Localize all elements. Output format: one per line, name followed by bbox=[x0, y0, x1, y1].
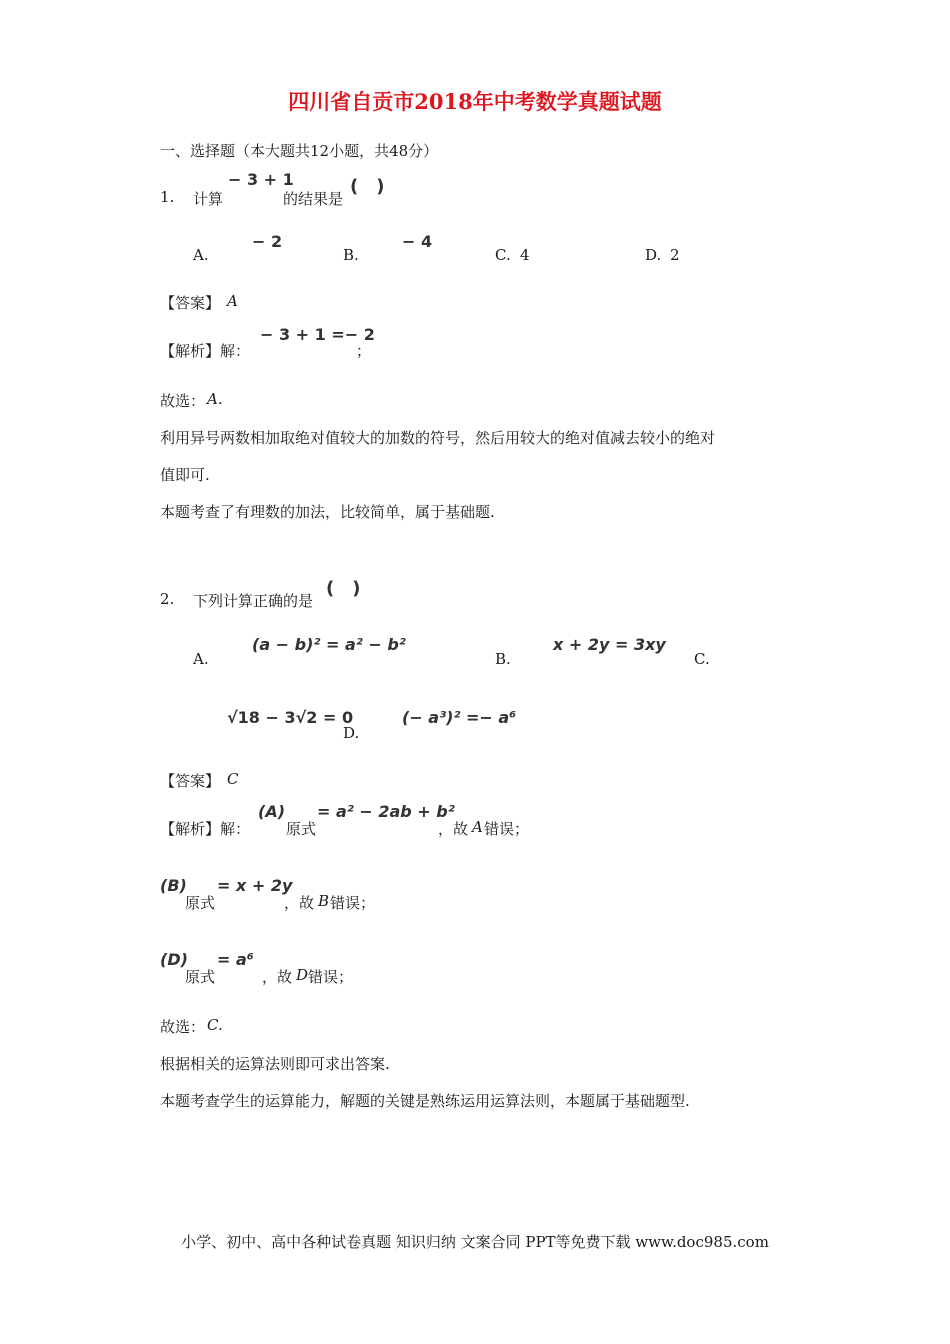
q1-analysis-expr: − 3 + 1 =− 2 bbox=[260, 325, 375, 344]
page-footer: 小学、初中、高中各种试卷真题 知识归纳 文案合同 PPT等免费下载 www.doc985.com bbox=[181, 1233, 769, 1251]
q1-option-a-label: A. bbox=[193, 246, 209, 264]
q1-analysis-label: 【解析】解： bbox=[160, 342, 251, 360]
q2-a-expr: = a² − 2ab + b² bbox=[317, 802, 455, 821]
q1-prefix: 计算 bbox=[193, 190, 224, 208]
q2-b-end-var: B bbox=[318, 892, 330, 910]
q1-analysis-end: ； bbox=[356, 342, 372, 360]
q1-explanation-3: 本题考查了有理数的加法，比较简单，属于基础题. bbox=[160, 503, 495, 521]
q1-explanation-2: 值即可. bbox=[160, 466, 210, 484]
q1-blank: ( ) bbox=[350, 176, 385, 197]
q2-prefix: 下列计算正确的是 bbox=[193, 592, 314, 610]
q2-option-b-expr: x + 2y = 3xy bbox=[553, 635, 666, 654]
q1-answer: A bbox=[227, 292, 238, 310]
q2-b-tag: (B) bbox=[160, 876, 187, 895]
q2-option-a-expr: (a − b)² = a² − b² bbox=[252, 635, 406, 654]
q1-option-b-label: B. bbox=[343, 246, 359, 264]
q1-explanation-1: 利用异号两数相加取绝对值较大的加数的符号，然后用较大的绝对值减去较小的绝对 bbox=[160, 429, 716, 447]
q1-option-c-value: 4 bbox=[520, 246, 530, 264]
q2-b-end-2: 错误； bbox=[330, 894, 376, 912]
q2-analysis-label: 【解析】解： bbox=[160, 820, 251, 838]
q2-option-d-label: D. bbox=[343, 724, 360, 742]
q2-answer-label: 【答案】 bbox=[160, 772, 221, 790]
q1-option-b-value: − 4 bbox=[402, 232, 433, 251]
q2-option-b-label: B. bbox=[495, 650, 511, 668]
q2-choose-label: 故选： bbox=[160, 1018, 206, 1036]
q2-option-c-expr: √18 − 3√2 = 0 bbox=[227, 708, 354, 727]
q1-number: 1. bbox=[160, 188, 175, 206]
q2-d-end-1: ，故 bbox=[262, 968, 293, 986]
q2-choose: C. bbox=[207, 1016, 223, 1034]
q2-a-word: 原式 bbox=[286, 820, 317, 838]
q2-option-c-label: C. bbox=[694, 650, 710, 668]
q2-answer: C bbox=[227, 770, 239, 788]
q2-b-expr: = x + 2y bbox=[217, 876, 293, 895]
q2-explanation-1: 根据相关的运算法则即可求出答案. bbox=[160, 1055, 390, 1073]
page-title: 四川省自贡市2018年中考数学真题试题 bbox=[288, 89, 662, 114]
q1-choose-label: 故选： bbox=[160, 392, 206, 410]
q2-a-end-1: ，故 bbox=[438, 820, 469, 838]
q1-option-a-value: − 2 bbox=[252, 232, 283, 251]
q1-option-c-label: C. bbox=[495, 246, 511, 264]
q2-option-a-label: A. bbox=[193, 650, 209, 668]
q2-explanation-2: 本题考查学生的运算能力，解题的关键是熟练运用运算法则，本题属于基础题型. bbox=[160, 1092, 690, 1110]
q1-option-d-label: D. bbox=[645, 246, 662, 264]
q2-d-end-var: D bbox=[296, 966, 309, 984]
q2-option-d-expr: (− a³)² =− a⁶ bbox=[402, 708, 517, 727]
q2-a-tag: (A) bbox=[258, 802, 286, 821]
q1-answer-label: 【答案】 bbox=[160, 294, 221, 312]
q1-expression: − 3 + 1 bbox=[228, 170, 294, 189]
q2-a-end-2: 错误； bbox=[484, 820, 530, 838]
q2-d-tag: (D) bbox=[160, 950, 188, 969]
q2-d-expr: = a⁶ bbox=[217, 950, 254, 969]
section-heading: 一、选择题（本大题共12小题，共48分） bbox=[160, 142, 439, 160]
q2-number: 2. bbox=[160, 590, 175, 608]
q2-b-word: 原式 bbox=[185, 894, 216, 912]
q2-d-end-2: 错误； bbox=[308, 968, 354, 986]
q2-a-end-var: A bbox=[472, 818, 483, 836]
q2-blank: ( ) bbox=[326, 578, 361, 599]
q1-suffix: 的结果是 bbox=[283, 190, 344, 208]
q2-b-end-1: ，故 bbox=[284, 894, 315, 912]
q2-d-word: 原式 bbox=[185, 968, 216, 986]
q1-option-d-value: 2 bbox=[670, 246, 680, 264]
q1-choose: A. bbox=[207, 390, 223, 408]
